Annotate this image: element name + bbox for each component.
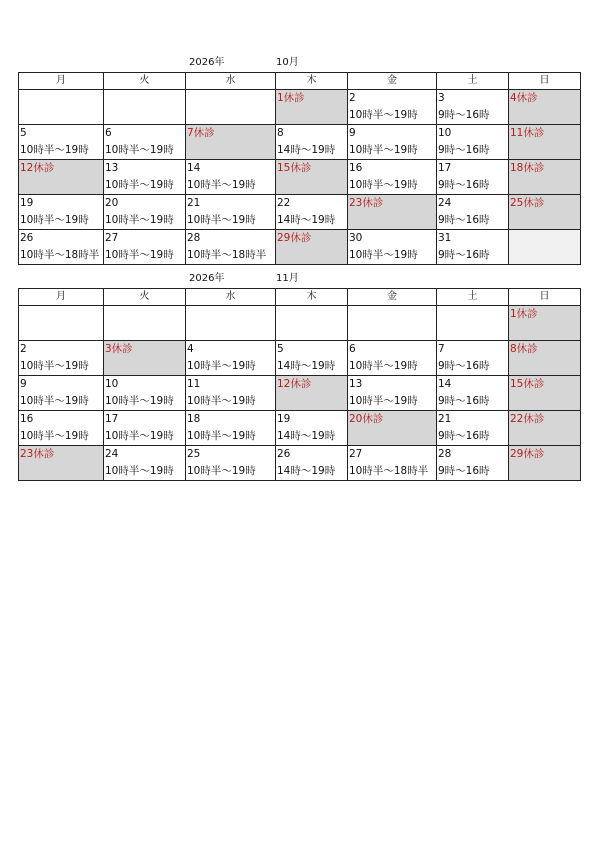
day-cell-empty — [437, 306, 509, 341]
day-number — [105, 90, 185, 107]
clinic-hours: 10時半～19時 — [349, 109, 418, 121]
day-cell — [276, 341, 348, 376]
day-number: 24 — [105, 448, 119, 460]
day-cell — [19, 230, 104, 265]
clinic-hours: 14時～19時 — [277, 430, 336, 442]
day-number: 20休診 — [349, 413, 384, 425]
clinic-hours — [20, 107, 103, 124]
day-number: 7休診 — [187, 127, 215, 139]
day-cell-empty — [19, 306, 104, 341]
day-number: 6 — [105, 127, 112, 139]
weekday-mon: 月 — [19, 289, 104, 306]
day-number: 14 — [438, 378, 452, 390]
day-cell-closed — [186, 125, 276, 160]
day-number: 13 — [105, 162, 119, 174]
day-number: 19 — [20, 197, 34, 209]
day-number: 5 — [20, 127, 27, 139]
clinic-hours — [187, 323, 275, 340]
clinic-hours: 10時半～19時 — [349, 179, 418, 191]
day-cell — [104, 230, 186, 265]
day-number: 28 — [438, 448, 452, 460]
day-number: 12休診 — [20, 162, 55, 174]
day-number: 21 — [187, 197, 201, 209]
clinic-hours — [277, 177, 347, 194]
clinic-hours: 10時半～19時 — [105, 465, 174, 477]
clinic-hours — [510, 177, 580, 194]
day-cell — [437, 160, 509, 195]
day-cell-closed — [19, 160, 104, 195]
day-cell — [19, 411, 104, 446]
clinic-hours: 10時半～19時 — [105, 249, 174, 261]
day-cell — [276, 446, 348, 481]
day-number: 9 — [20, 378, 27, 390]
day-number: 27 — [105, 232, 119, 244]
day-number: 2 — [20, 343, 27, 355]
day-cell — [19, 125, 104, 160]
day-number: 26 — [277, 448, 291, 460]
clinic-hours: 10時半～18時半 — [349, 465, 429, 477]
clinic-hours — [277, 107, 347, 124]
day-cell-empty — [104, 306, 186, 341]
day-cell-closed — [509, 125, 581, 160]
clinic-hours — [20, 323, 103, 340]
day-number: 8休診 — [510, 343, 538, 355]
day-cell — [276, 195, 348, 230]
weekday-wed: 水 — [186, 289, 276, 306]
clinic-hours: 10時半～19時 — [105, 144, 174, 156]
month-label: 11月 — [276, 273, 299, 284]
day-number: 26 — [20, 232, 34, 244]
day-number: 5 — [277, 343, 284, 355]
weekday-thu: 木 — [276, 73, 348, 90]
week-row — [19, 341, 581, 376]
clinic-hours: 10時半～19時 — [20, 144, 89, 156]
day-cell — [437, 125, 509, 160]
clinic-hours: 14時～19時 — [277, 144, 336, 156]
day-number: 1休診 — [277, 92, 305, 104]
clinic-hours — [510, 107, 580, 124]
week-row — [19, 90, 581, 125]
week-row — [19, 160, 581, 195]
clinic-hours: 10時半～19時 — [187, 360, 256, 372]
day-number: 20 — [105, 197, 119, 209]
day-number — [277, 306, 347, 323]
clinic-hours: 10時半～19時 — [20, 214, 89, 226]
day-number — [349, 306, 436, 323]
day-number: 4 — [187, 343, 194, 355]
clinic-hours: 10時半～19時 — [349, 144, 418, 156]
day-cell-closed — [276, 376, 348, 411]
day-cell — [348, 160, 437, 195]
day-number: 17 — [105, 413, 119, 425]
calendar-october — [18, 72, 581, 265]
day-cell — [348, 230, 437, 265]
day-cell — [186, 341, 276, 376]
day-cell-empty — [276, 306, 348, 341]
day-cell — [437, 230, 509, 265]
day-number: 27 — [349, 448, 363, 460]
clinic-hours — [105, 323, 185, 340]
weekday-tue: 火 — [104, 289, 186, 306]
day-number: 17 — [438, 162, 452, 174]
day-cell — [19, 195, 104, 230]
calendar-november — [18, 288, 581, 481]
day-number — [105, 306, 185, 323]
day-cell — [19, 341, 104, 376]
clinic-hours — [510, 212, 580, 229]
clinic-hours: 10時半～19時 — [105, 430, 174, 442]
clinic-hours: 10時半～19時 — [20, 360, 89, 372]
day-cell-empty — [509, 230, 581, 265]
day-number: 13 — [349, 378, 363, 390]
clinic-hours: 9時～16時 — [438, 109, 490, 121]
day-cell — [437, 341, 509, 376]
day-number: 2 — [349, 92, 356, 104]
clinic-hours — [20, 463, 103, 480]
day-cell-closed — [104, 341, 186, 376]
week-row — [19, 195, 581, 230]
clinic-hours: 10時半～19時 — [187, 214, 256, 226]
day-cell-closed — [19, 446, 104, 481]
clinic-hours: 9時～16時 — [438, 395, 490, 407]
day-cell-closed — [348, 195, 437, 230]
day-cell — [186, 230, 276, 265]
day-cell — [186, 195, 276, 230]
month-label: 10月 — [276, 57, 299, 68]
day-number: 11 — [187, 378, 201, 390]
weekday-sun: 日 — [509, 73, 581, 90]
day-cell-closed — [348, 411, 437, 446]
day-cell — [104, 376, 186, 411]
weekday-thu: 木 — [276, 289, 348, 306]
weekday-fri: 金 — [348, 289, 437, 306]
day-number — [187, 306, 275, 323]
clinic-hours: 14時～19時 — [277, 465, 336, 477]
day-cell-closed — [509, 376, 581, 411]
day-cell-closed — [509, 90, 581, 125]
day-cell-closed — [509, 306, 581, 341]
month-title-october — [18, 56, 573, 70]
clinic-hours — [105, 107, 185, 124]
day-cell — [104, 195, 186, 230]
day-cell — [276, 411, 348, 446]
day-cell — [104, 160, 186, 195]
day-number — [20, 306, 103, 323]
day-number: 10 — [105, 378, 119, 390]
day-cell — [186, 376, 276, 411]
weekday-sun: 日 — [509, 289, 581, 306]
day-cell — [348, 376, 437, 411]
weekday-fri: 金 — [348, 73, 437, 90]
clinic-hours — [510, 393, 580, 410]
weekday-mon: 月 — [19, 73, 104, 90]
day-cell — [186, 446, 276, 481]
clinic-hours — [510, 463, 580, 480]
day-number: 25休診 — [510, 197, 545, 209]
clinic-hours: 9時～16時 — [438, 179, 490, 191]
clinic-hours — [510, 358, 580, 375]
day-cell — [104, 411, 186, 446]
weekday-header-row — [19, 289, 581, 306]
day-number: 18休診 — [510, 162, 545, 174]
day-number: 29休診 — [277, 232, 312, 244]
clinic-hours — [349, 212, 436, 229]
clinic-hours — [349, 323, 436, 340]
day-number: 11休診 — [510, 127, 545, 139]
day-cell-empty — [186, 90, 276, 125]
clinic-hours: 10時半～19時 — [20, 395, 89, 407]
week-row — [19, 306, 581, 341]
clinic-hours — [277, 393, 347, 410]
day-number: 22休診 — [510, 413, 545, 425]
day-number: 1休診 — [510, 308, 538, 320]
day-number: 3休診 — [105, 343, 133, 355]
day-cell-empty — [348, 306, 437, 341]
clinic-hours — [20, 177, 103, 194]
day-cell — [348, 125, 437, 160]
day-number: 24 — [438, 197, 452, 209]
day-cell-empty — [186, 306, 276, 341]
week-row — [19, 230, 581, 265]
day-number: 18 — [187, 413, 201, 425]
clinic-hours — [277, 323, 347, 340]
clinic-hours — [510, 142, 580, 159]
day-cell-closed — [276, 160, 348, 195]
day-cell-closed — [276, 230, 348, 265]
day-number: 22 — [277, 197, 291, 209]
clinic-hours: 9時～16時 — [438, 360, 490, 372]
clinic-hours — [105, 358, 185, 375]
week-row — [19, 446, 581, 481]
clinic-hours: 10時半～19時 — [105, 395, 174, 407]
clinic-hours: 10時半～18時半 — [20, 249, 100, 261]
clinic-hours: 10時半～19時 — [20, 430, 89, 442]
day-cell — [348, 446, 437, 481]
day-cell — [19, 376, 104, 411]
clinic-hours: 10時半～19時 — [349, 395, 418, 407]
day-cell-closed — [509, 446, 581, 481]
clinic-hours: 10時半～19時 — [349, 249, 418, 261]
day-cell — [437, 446, 509, 481]
clinic-hours — [510, 428, 580, 445]
weekday-tue: 火 — [104, 73, 186, 90]
day-cell-closed — [509, 411, 581, 446]
day-cell — [437, 376, 509, 411]
clinic-hours: 10時半～19時 — [187, 179, 256, 191]
clinic-hours — [187, 142, 275, 159]
day-cell — [104, 446, 186, 481]
day-number: 28 — [187, 232, 201, 244]
weekday-header-row — [19, 73, 581, 90]
clinic-hours: 10時半～19時 — [187, 395, 256, 407]
day-number: 14 — [187, 162, 201, 174]
day-cell-closed — [509, 160, 581, 195]
day-number: 10 — [438, 127, 452, 139]
day-number: 21 — [438, 413, 452, 425]
day-number — [20, 90, 103, 107]
year-label: 2026年 — [189, 273, 225, 284]
day-number: 16 — [20, 413, 34, 425]
weekday-sat: 土 — [437, 289, 509, 306]
day-cell — [348, 90, 437, 125]
week-row — [19, 125, 581, 160]
clinic-hours: 9時～16時 — [438, 465, 490, 477]
day-cell — [437, 90, 509, 125]
day-number — [510, 230, 580, 247]
day-number: 25 — [187, 448, 201, 460]
day-number: 9 — [349, 127, 356, 139]
weekday-sat: 土 — [437, 73, 509, 90]
clinic-hours: 10時半～19時 — [187, 465, 256, 477]
clinic-hours: 10時半～19時 — [349, 360, 418, 372]
day-number: 6 — [349, 343, 356, 355]
day-cell — [437, 411, 509, 446]
day-cell — [276, 125, 348, 160]
day-cell-closed — [509, 195, 581, 230]
day-number: 15休診 — [510, 378, 545, 390]
day-number: 23休診 — [20, 448, 55, 460]
year-label: 2026年 — [189, 57, 225, 68]
clinic-hours — [510, 247, 580, 264]
weekday-wed: 水 — [186, 73, 276, 90]
day-number: 23休診 — [349, 197, 384, 209]
clinic-hours — [510, 323, 580, 340]
day-cell-empty — [19, 90, 104, 125]
week-row — [19, 376, 581, 411]
day-number: 12休診 — [277, 378, 312, 390]
clinic-hours: 10時半～19時 — [105, 179, 174, 191]
day-number: 31 — [438, 232, 452, 244]
day-number — [438, 306, 508, 323]
day-number: 4休診 — [510, 92, 538, 104]
day-number: 15休診 — [277, 162, 312, 174]
day-cell — [186, 411, 276, 446]
clinic-hours: 9時～16時 — [438, 144, 490, 156]
day-number: 30 — [349, 232, 363, 244]
day-number: 16 — [349, 162, 363, 174]
week-row — [19, 411, 581, 446]
day-cell — [348, 341, 437, 376]
day-cell-empty — [104, 90, 186, 125]
clinic-hours: 14時～19時 — [277, 214, 336, 226]
day-number — [187, 90, 275, 107]
clinic-hours: 14時～19時 — [277, 360, 336, 372]
clinic-hours — [187, 107, 275, 124]
day-number: 19 — [277, 413, 291, 425]
day-number: 29休診 — [510, 448, 545, 460]
clinic-hours: 9時～16時 — [438, 249, 490, 261]
clinic-hours: 10時半～19時 — [105, 214, 174, 226]
day-cell — [186, 160, 276, 195]
day-cell — [104, 125, 186, 160]
clinic-hours: 9時～16時 — [438, 430, 490, 442]
clinic-hours: 10時半～19時 — [187, 430, 256, 442]
clinic-hours: 10時半～18時半 — [187, 249, 267, 261]
clinic-hours — [438, 323, 508, 340]
day-number: 7 — [438, 343, 445, 355]
day-number: 8 — [277, 127, 284, 139]
day-cell — [437, 195, 509, 230]
month-title-november — [18, 272, 573, 286]
day-number: 3 — [438, 92, 445, 104]
clinic-hours — [349, 428, 436, 445]
day-cell-closed — [509, 341, 581, 376]
clinic-hours — [277, 247, 347, 264]
clinic-hours: 9時～16時 — [438, 214, 490, 226]
day-cell-closed — [276, 90, 348, 125]
